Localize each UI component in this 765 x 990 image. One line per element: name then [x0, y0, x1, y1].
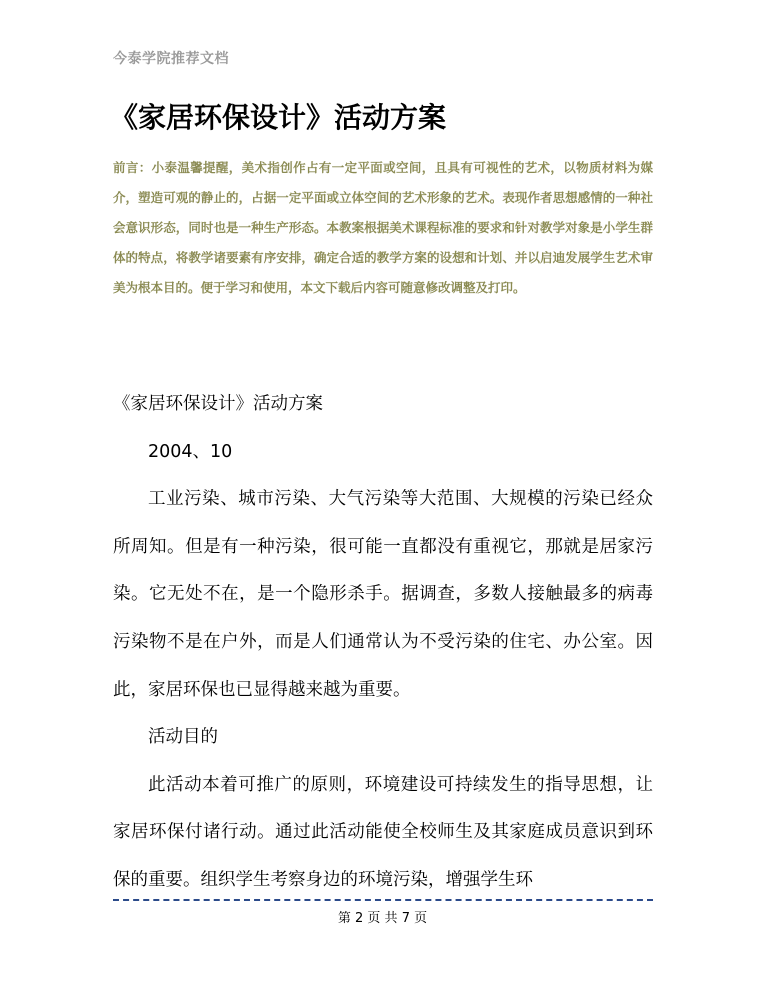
- page-title: 《家居环保设计》活动方案: [110, 101, 447, 134]
- body-date: 2004、10: [148, 441, 233, 462]
- body-doc-title: 《家居环保设计》活动方案: [113, 394, 323, 414]
- body-paragraph-2: 此活动本着可推广的原则，环境建设可持续发生的指导思想，让家居环保付诸行动。通过此活动能使全校师生及其家庭成员意识到环保的重要。组织学生考察身边的环境污染，增强学生环: [113, 774, 653, 890]
- document-header: 今泰学院推荐文档: [113, 51, 229, 67]
- body-paragraph-1: 工业污染、城市污染、大气污染等大范围、大规模的污染已经众所周知。但是有一种污染，很可能一直都没有重视它，那就是居家污染。它无处不在，是一个隐形杀手。据调查，多数人接触最多的病毒污染物不是在户外，而是人们通常认为不受污染的住宅、办公室。因此，家居环保也已显得越来越为重要。: [113, 489, 653, 700]
- footer-divider: [113, 899, 653, 901]
- section-heading-purpose: 活动目的: [148, 727, 218, 748]
- page-number: 第 2 页 共 7 页: [337, 911, 428, 926]
- preface-paragraph: 前言：小泰温馨提醒，美术指创作占有一定平面或空间，且具有可视性的艺术，以物质材料为媒介，塑造可观的静止的，占据一定平面或立体空间的艺术形象的艺术。表现作者思想感情的一种社会意识形态，同时也是一种生产形态。本教案根据美术课程标准的要求和针对教学对象是小学生群体的特点，将教学诸要素有序安排，确定合适的教学方案的设想和计划、并以启迪发展学生艺术审美为根本目的。便于学习和使用，本文下载后内容可随意修改调整及打印。: [113, 160, 653, 295]
- document-body: [113, 381, 653, 905]
